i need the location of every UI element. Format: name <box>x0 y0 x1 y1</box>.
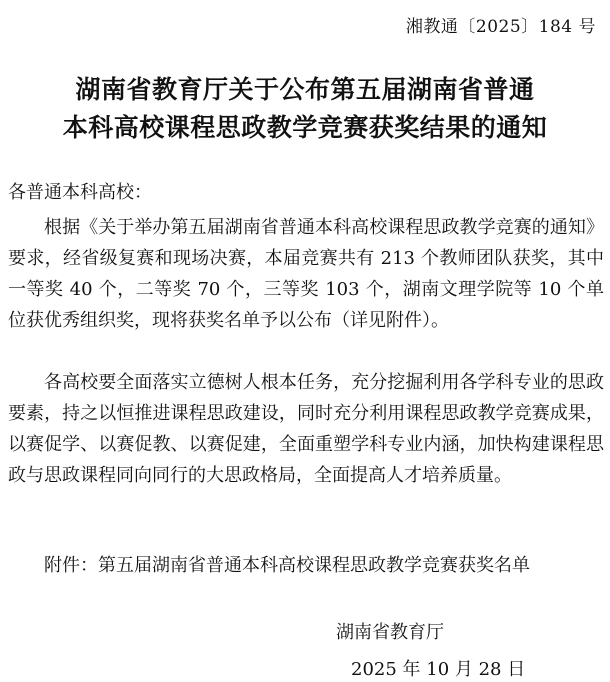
issue-date: 2025 年 10 月 28 日 <box>351 659 526 680</box>
document-title-line-2: 本科高校课程思政教学竞赛获奖结果的通知 <box>62 113 548 142</box>
salutation: 各普通本科高校： <box>8 182 152 203</box>
attachment-note: 附件：第五届湖南省普通本科高校课程思政教学竞赛获奖名单 <box>44 555 530 576</box>
body-paragraph-2: 各高校要全面落实立德树人根本任务，充分挖掘利用各学科专业的思政要素，持之以恒推进课程思政建设，同时充分利用课程思政教学竞赛成果，以赛促学、以赛促教、以赛促建，全面重塑学科专业内涵，加快构建课程思政与思政课程同向同行的大思政格局，全面提高人才培养质量。 <box>8 372 604 486</box>
issuer-signature: 湖南省教育厅 <box>336 622 444 643</box>
document-number: 湘教通〔2025〕184 号 <box>405 17 596 37</box>
body-paragraph-1: 根据《关于举办第五届湖南省普通本科高校课程思政教学竞赛的通知》要求，经省级复赛和现场决赛，本届竞赛共有 213 个教师团队获奖，其中一等奖 40 个，二等奖 70 个，三等奖 103 个，湖南文理学院等 10 个单位获优秀组织奖，现将获奖名单予以公布（详见附件）。 <box>8 217 604 331</box>
document-title-line-1: 湖南省教育厅关于公布第五届湖南省普通 <box>75 75 535 104</box>
